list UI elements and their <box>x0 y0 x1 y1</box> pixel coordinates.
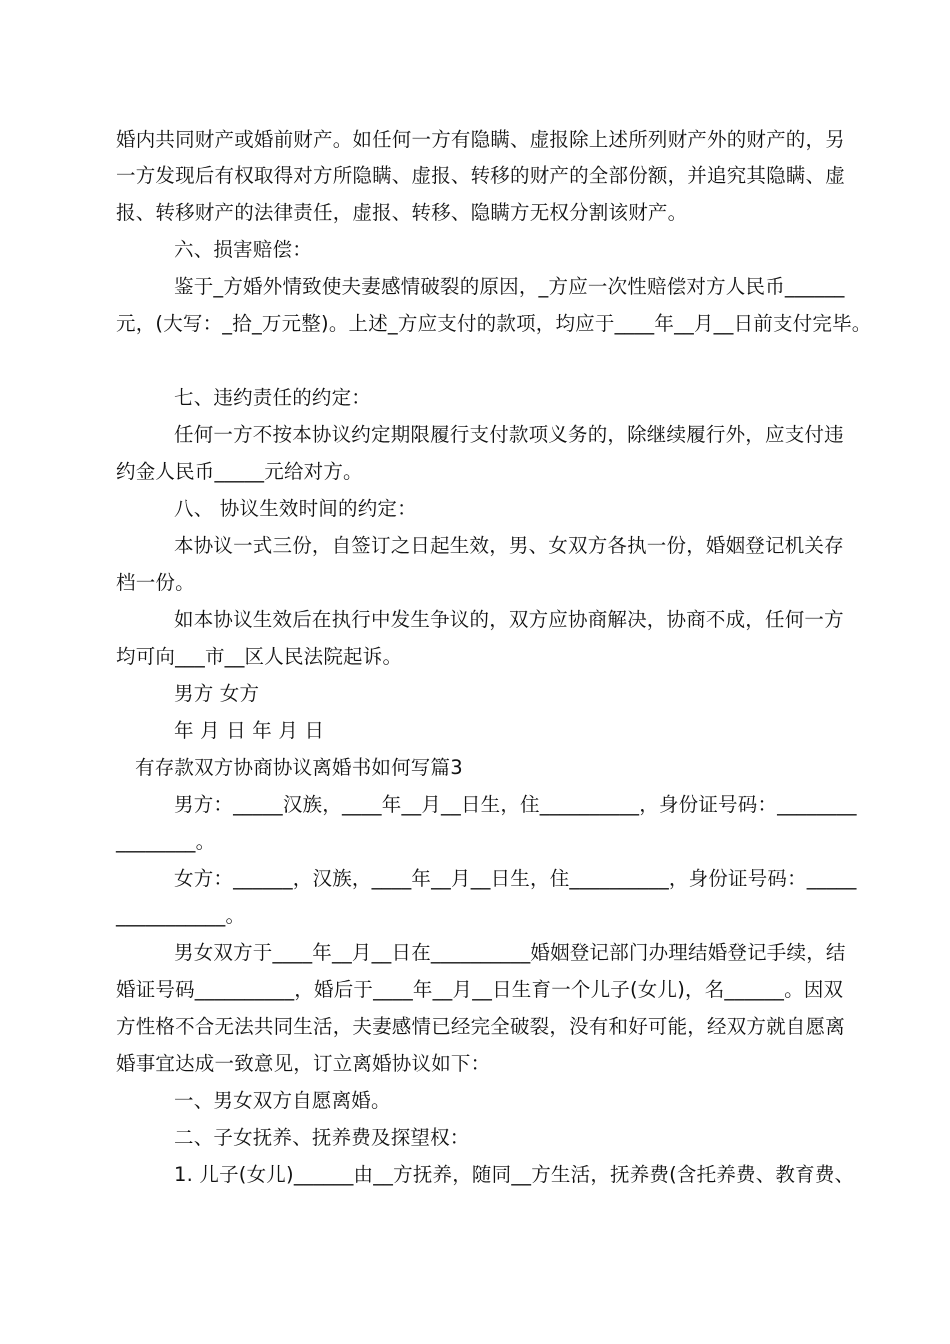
paragraph-line-3: 报、转移财产的法律责任，虚报、转移、隐瞒方无权分割该财产。 <box>116 201 688 224</box>
paragraph-line-16: 男女双方于____年__月__日在__________婚姻登记部门办理结婚登记手续，结 <box>174 941 846 964</box>
signature-dates: 年 月 日 年 月 日 <box>174 719 325 742</box>
paragraph-line-2: 一方发现后有权取得对方所隐瞒、虚报、转移的财产的全部份额，并追究其隐瞒、虚 <box>116 164 845 187</box>
paragraph-line-17: 婚证号码__________，婚后于____年__月__日生育一个儿子(女儿)，名______。因双 <box>116 978 844 1001</box>
paragraph-line-12: 男方：_____汉族，____年__月__日生，住__________，身份证号码：________ <box>174 793 857 816</box>
clause-divorce: 一、男女双方自愿离婚。 <box>174 1089 391 1112</box>
paragraph-line-13: ________。 <box>116 830 216 853</box>
paragraph-line-1: 婚内共同财产或婚前财产。如任何一方有隐瞒、虚报除上述所列财产外的财产的，另 <box>116 128 845 151</box>
signature-parties: 男方 女方 <box>174 682 260 705</box>
paragraph-line-7: 约金人民币_____元给对方。 <box>116 460 363 483</box>
section-heading-effective: 八、 协议生效时间的约定： <box>174 497 417 520</box>
section-heading-breach: 七、违约责任的约定： <box>174 386 372 409</box>
paragraph-line-8: 本协议一式三份，自签订之日起生效，男、女双方各执一份，婚姻登记机关存 <box>174 534 844 557</box>
paragraph-line-4: 鉴于_方婚外情致使夫妻感情破裂的原因，_方应一次性赔偿对方人民币______ <box>174 275 845 298</box>
clause-custody-item-1: 1. 儿子(女儿)______由__方抚养，随同__方生活，抚养费(含托养费、教育费、 <box>174 1163 855 1186</box>
clause-custody-heading: 二、子女抚养、抚养费及探望权： <box>174 1126 470 1149</box>
paragraph-line-19: 婚事宜达成一致意见，订立离婚协议如下： <box>116 1052 491 1075</box>
paragraph-line-18: 方性格不合无法共同生活，夫妻感情已经完全破裂，没有和好可能，经双方就自愿离 <box>116 1015 845 1038</box>
paragraph-line-11: 均可向___市__区人民法院起诉。 <box>116 645 403 668</box>
paragraph-line-9: 档一份。 <box>116 571 195 594</box>
paragraph-line-14: 女方：______，汉族，____年__月__日生，住__________，身份证号码：_____ <box>174 867 857 890</box>
article-title: 有存款双方协商协议离婚书如何写篇3 <box>135 756 463 779</box>
paragraph-line-5: 元，(大写：_拾_万元整)。上述_方应支付的款项，均应于____年__月__日前支付完毕。 <box>116 312 872 335</box>
paragraph-line-10: 如本协议生效后在执行中发生争议的，双方应协商解决，协商不成，任何一方 <box>174 608 844 631</box>
paragraph-line-6: 任何一方不按本协议约定期限履行支付款项义务的，除继续履行外，应支付违 <box>174 423 844 446</box>
section-heading-damages: 六、损害赔偿： <box>174 238 312 261</box>
paragraph-line-15: ___________。 <box>116 904 246 927</box>
